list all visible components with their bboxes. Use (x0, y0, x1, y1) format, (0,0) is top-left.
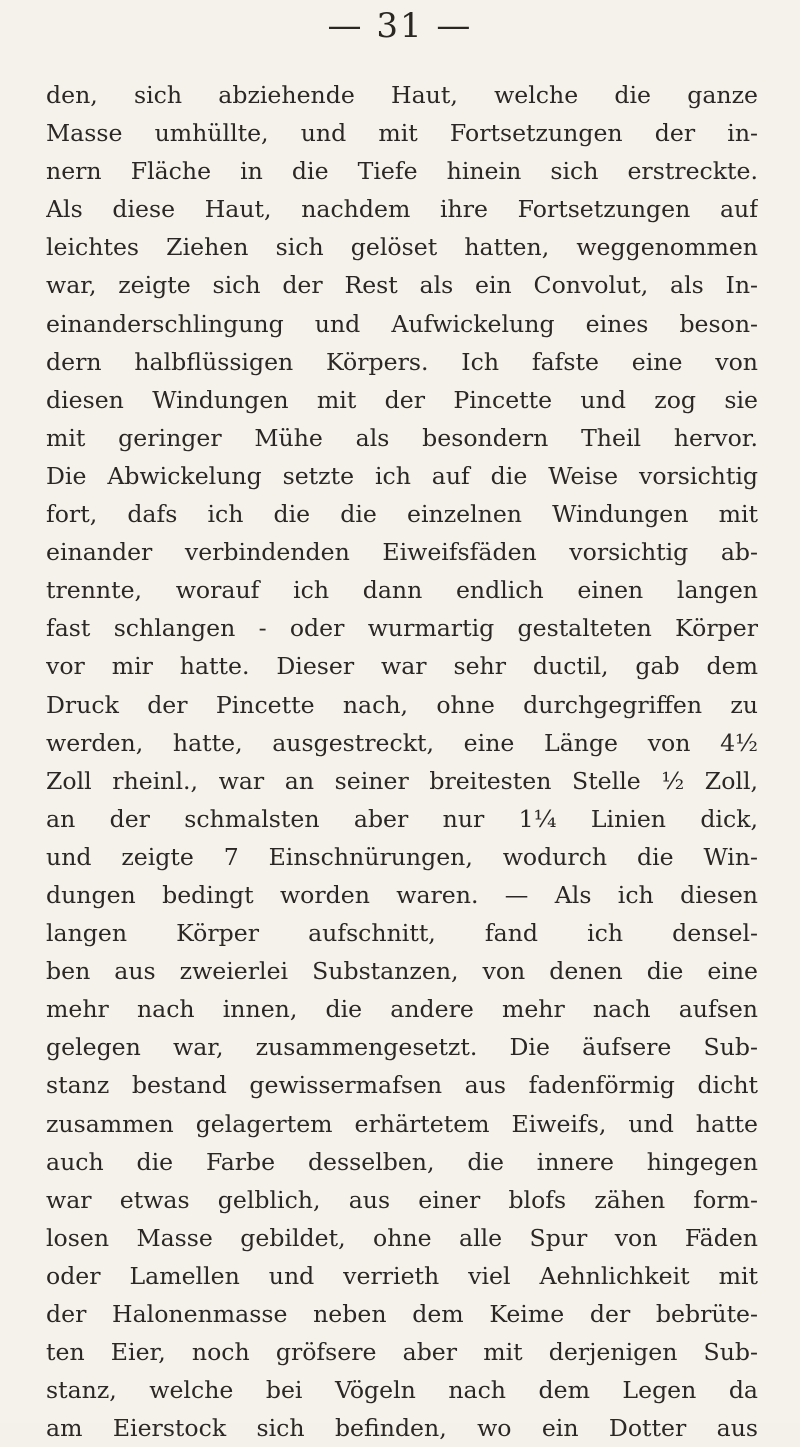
text-line: auch die Farbe desselben, die innere hingegen (46, 1147, 758, 1176)
text-line: einander verbindenden Eiweifsfäden vorsichtig ab- (46, 538, 758, 567)
text-line: dern halbflüssigen Körpers. Ich fafste eine von (46, 347, 758, 376)
text-line: mit geringer Mühe als besondern Theil hervor. (46, 423, 758, 452)
text-line: fort, dafs ich die die einzelnen Windungen mit (46, 500, 758, 529)
text-line: stanz, welche bei Vögeln nach dem Legen da (46, 1376, 758, 1405)
text-line: stanz bestand gewissermafsen aus fadenförmig dicht (46, 1071, 758, 1100)
text-line: ten Eier, noch gröfsere aber mit derjenigen Sub- (46, 1338, 758, 1367)
text-line: diesen Windungen mit der Pincette und zog sie (46, 385, 758, 414)
text-line: fast schlangen - oder wurmartig gestalteten Körper (46, 614, 758, 643)
text-line: war etwas gelblich, aus einer blofs zähen form- (46, 1185, 758, 1214)
text-line: leichtes Ziehen sich gelöset hatten, weggenommen (46, 233, 758, 262)
text-line: den, sich abziehende Haut, welche die ganze (46, 81, 758, 109)
text-line: an der schmalsten aber nur 1¼ Linien dick, (46, 804, 758, 833)
body-text (46, 76, 758, 1447)
text-line: einanderschlingung und Aufwickelung eines beson- (46, 309, 758, 338)
text-line: und zeigte 7 Einschnürungen, wodurch die Win- (46, 842, 758, 871)
text-line: Zoll rheinl., war an seiner breitesten Stelle ½ Zoll, (46, 766, 758, 795)
text-line: trennte, worauf ich dann endlich einen langen (46, 576, 758, 605)
text-line: nern Fläche in die Tiefe hinein sich erstreckte. (46, 157, 758, 186)
text-line: war, zeigte sich der Rest als ein Convolut, als In- (46, 271, 758, 300)
text-line: gelegen war, zusammengesetzt. Die äufsere Sub- (46, 1033, 758, 1062)
text-line: der Halonenmasse neben dem Keime der bebrüte- (46, 1300, 758, 1328)
text-line: losen Masse gebildet, ohne alle Spur von Fäden (46, 1223, 758, 1252)
text-line: zusammen gelagertem erhärtetem Eiweifs, und hatte (46, 1109, 758, 1138)
text-line: vor mir hatte. Dieser war sehr ductil, gab dem (46, 652, 758, 681)
text-line: mehr nach innen, die andere mehr nach aufsen (46, 995, 758, 1024)
text-line: am Eierstock sich befinden, wo ein Dotter aus (46, 1414, 758, 1443)
text-line: oder Lamellen und verrieth viel Aehnlichkeit mit (46, 1261, 758, 1290)
text-line: Die Abwickelung setzte ich auf die Weise vorsichtig (46, 461, 758, 490)
text-line: Masse umhüllte, und mit Fortsetzungen der in- (46, 119, 758, 148)
text-line: Druck der Pincette nach, ohne durchgegriffen zu (46, 690, 758, 719)
text-line: Als diese Haut, nachdem ihre Fortsetzungen auf (46, 195, 758, 224)
text-line: langen Körper aufschnitt, fand ich densel- (46, 919, 758, 948)
page-number: — 31 — (327, 6, 473, 46)
text-line: ben aus zweierlei Substanzen, von denen die eine (46, 957, 758, 986)
text-line: dungen bedingt worden waren. — Als ich diesen (46, 880, 758, 909)
text-line: werden, hatte, ausgestreckt, eine Länge von 4½ (46, 728, 758, 757)
